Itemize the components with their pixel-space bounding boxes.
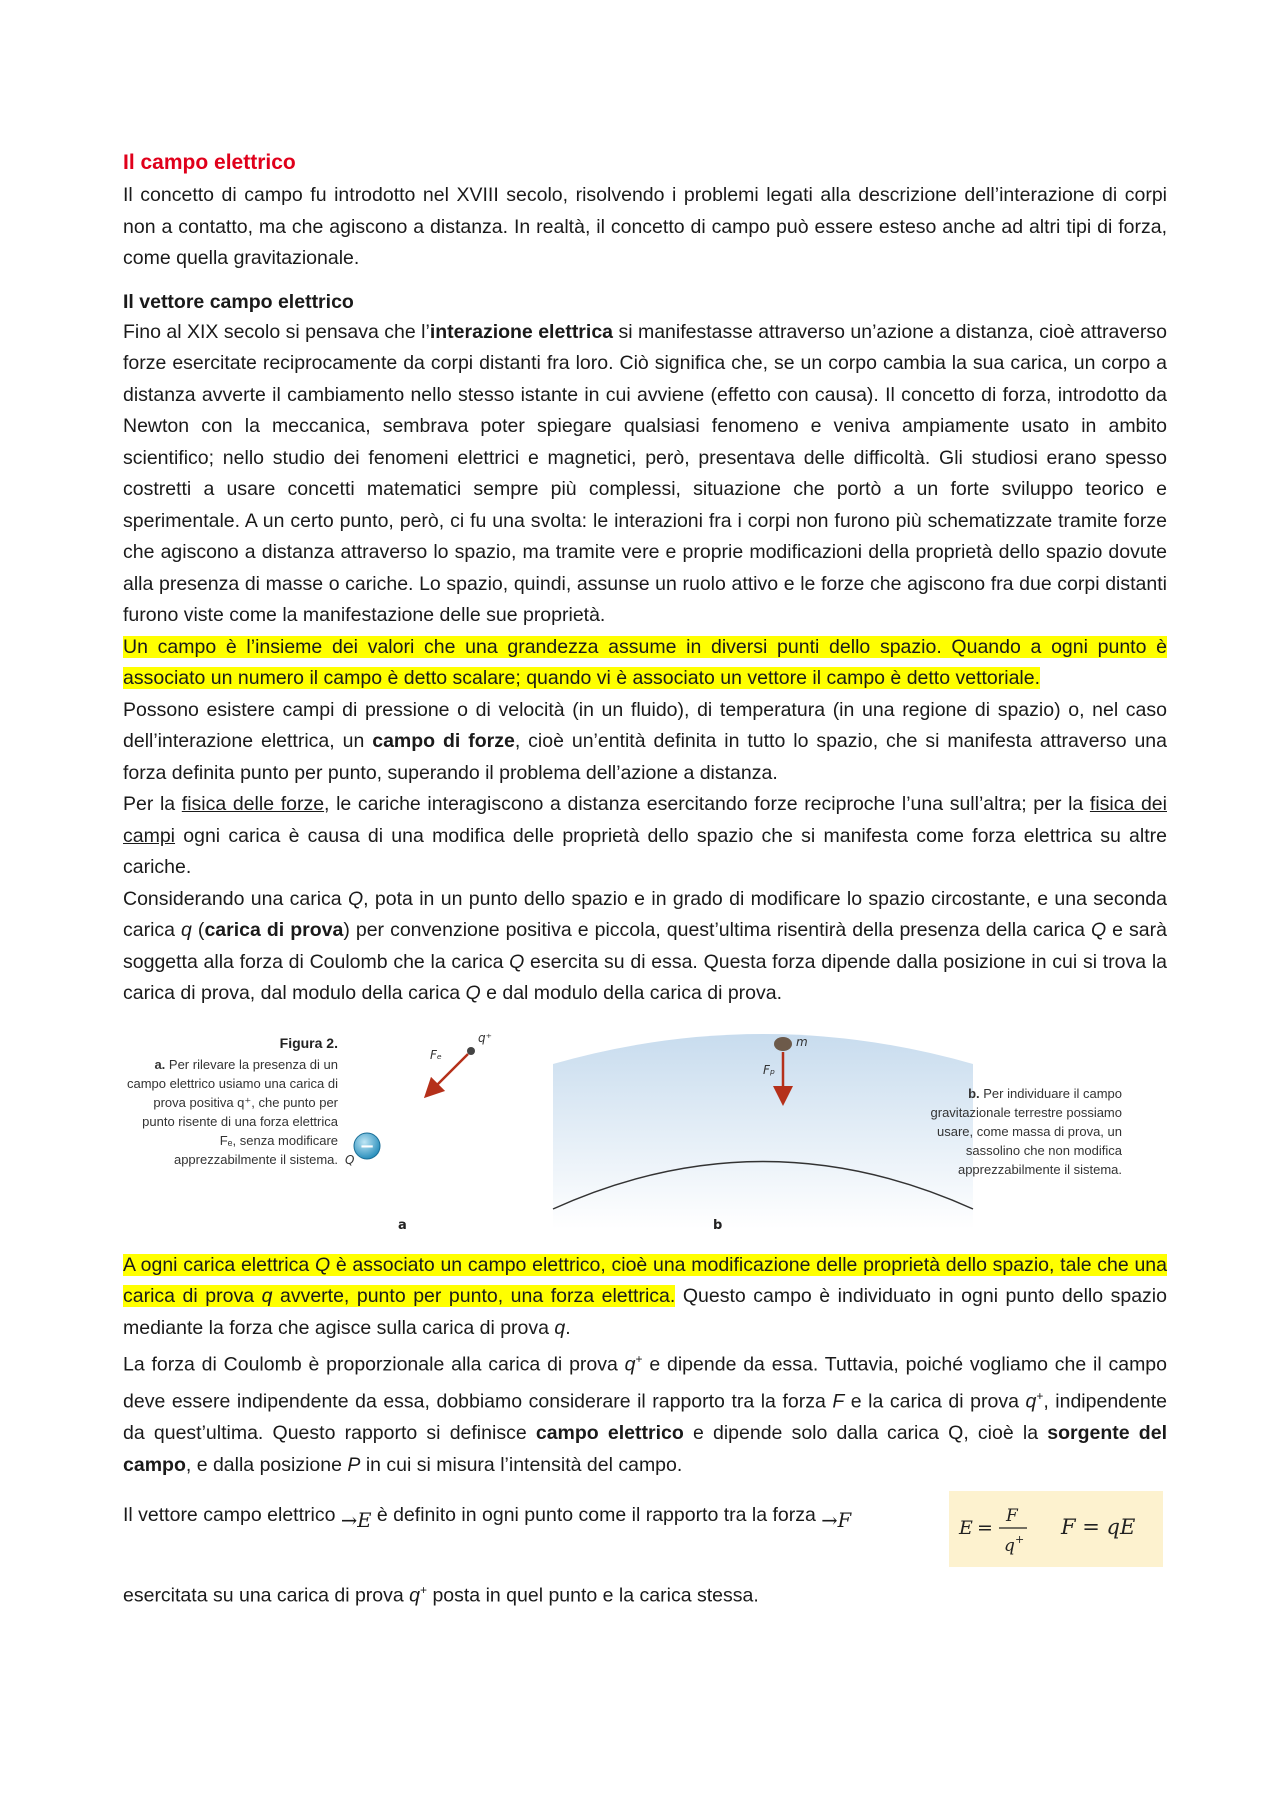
label-m: m bbox=[796, 1034, 808, 1049]
italic-symbol: F bbox=[832, 1390, 845, 1413]
underlined-text: fisica delle forze bbox=[181, 793, 325, 815]
test-charge bbox=[467, 1047, 475, 1055]
text-run: Per la bbox=[123, 793, 182, 815]
text-run: Fino al XIX secolo si pensava che l’ bbox=[123, 320, 430, 343]
text-run: e dipende solo dalla carica Q, cioè la bbox=[683, 1422, 1048, 1444]
vector-E-symbol: →E bbox=[340, 1509, 372, 1532]
figure-2 bbox=[123, 1024, 1167, 1244]
formula-eq: = bbox=[977, 1517, 993, 1539]
label-Fe: Fₑ bbox=[430, 1047, 442, 1062]
paragraph-7-line1 bbox=[123, 1499, 943, 1532]
text-run: e dal modulo della carica di prova. bbox=[480, 982, 783, 1004]
bold-text: carica di prova bbox=[204, 919, 344, 941]
italic-symbol: Q bbox=[1090, 919, 1107, 941]
caption-b-text: Per individuare il campo gravitazionale terrestre possiamo usare, come massa di prova, un sassolino che non modifica apprezzabilmente il sistema. bbox=[930, 1085, 1122, 1177]
italic-symbol: q bbox=[409, 1584, 421, 1607]
caption-b-letter: b. bbox=[968, 1085, 980, 1101]
paragraph-7-line2 bbox=[123, 1575, 1167, 1612]
text-run: Considerando una carica bbox=[123, 887, 348, 910]
label-Q: Q bbox=[345, 1152, 355, 1167]
text-run: esercita su di essa. Questa forza dipende dalla posizione in cui si trova la carica di prova, dal modulo della carica bbox=[123, 950, 1167, 1004]
bold-text: campo di forze bbox=[372, 730, 515, 752]
text-run: e dipende da essa. Tuttavia, poiché vogliamo che il campo deve essere indipendente da essa, dobbiamo considerare il rapporto tra la forza bbox=[123, 1353, 1167, 1413]
text-run: è definito in ogni punto come il rapporto tra la forza bbox=[371, 1504, 822, 1526]
superscript: + bbox=[635, 1352, 643, 1366]
formula-q-den: q bbox=[1004, 1536, 1015, 1556]
text-run: Il vettore campo elettrico bbox=[123, 1504, 341, 1526]
text-run: , indipendente da quest’ultima. Questo rapporto si definisce bbox=[123, 1390, 1167, 1444]
label-q-plus: q⁺ bbox=[478, 1030, 492, 1045]
formula-plus: + bbox=[1015, 1533, 1025, 1546]
underlined-text: fisica dei campi bbox=[123, 793, 1167, 847]
document-page bbox=[123, 150, 1167, 1612]
italic-symbol: q bbox=[554, 1316, 566, 1339]
text-run: avverte, punto per punto, una forza elettrica. bbox=[272, 1285, 676, 1307]
intro-paragraph: Il concetto di campo fu introdotto nel XVIII secolo, risolvendo i problemi legati alla descrizione dell’interazione di corpi non a contatto, ma che agiscono a distanza. In realtà, il concetto di campo può essere esteso anche ad altri tipi di forza, come quella gravitazionale. bbox=[123, 184, 1167, 269]
text-run: , e dalla posizione bbox=[185, 1453, 348, 1476]
italic-symbol: Q bbox=[348, 887, 364, 910]
text-run: ( bbox=[191, 919, 205, 941]
highlighted-text: Un campo è l’insieme dei valori che una grandezza assume in diversi punti dello spazio. Quando a ogni punto è associato un numero il campo è detto scalare; quando vi è associato un vettore il campo è detto vettoriale. bbox=[123, 635, 1167, 689]
panel-label-a: a bbox=[398, 1217, 407, 1233]
caption-a-letter: a. bbox=[154, 1056, 166, 1072]
text-run: ogni carica è causa di una modifica delle proprietà dello spazio che si manifesta come forza elettrica su altre cariche. bbox=[123, 824, 1167, 878]
formula-box bbox=[949, 1491, 1163, 1567]
caption-a-text: Per rilevare la presenza di un campo elettrico usiamo una carica di prova positiva q⁺, che punto per punto risente di una forza elettrica Fₑ, senza modificare apprezzabilmente il sistema. bbox=[127, 1056, 338, 1167]
panel-label-b: b bbox=[713, 1217, 723, 1233]
italic-symbol: q bbox=[1025, 1390, 1037, 1413]
document-title: Il campo elettrico bbox=[123, 151, 296, 174]
text-run: A ogni carica elettrica bbox=[123, 1253, 315, 1276]
text-run: ) per convenzione positiva e piccola, quest’ultima risentirà della presenza della carica bbox=[343, 919, 1091, 941]
paragraph-2 bbox=[123, 695, 1167, 790]
superscript: + bbox=[420, 1583, 428, 1597]
italic-symbol: P bbox=[347, 1453, 361, 1476]
bold-text: campo elettrico bbox=[535, 1422, 684, 1444]
formula-F-num: F bbox=[1006, 1506, 1018, 1526]
text-run: posta in quel punto e la carica stessa. bbox=[427, 1584, 759, 1607]
figure-label: Figura 2. bbox=[279, 1034, 338, 1051]
figure-caption-b bbox=[902, 1084, 1122, 1179]
text-run: , le cariche interagiscono a distanza esercitando forze reciproche l’una sull’altra; per la bbox=[324, 793, 1090, 815]
text-run: . bbox=[565, 1316, 571, 1339]
section-title: Il vettore campo elettrico bbox=[123, 290, 354, 313]
italic-symbol: q bbox=[624, 1353, 636, 1376]
italic-symbol: Q bbox=[465, 982, 481, 1004]
highlight-definition bbox=[123, 632, 1167, 695]
text-run: , pota in un punto dello spazio e in grado di modificare lo spazio circostante, e una seconda carica bbox=[123, 887, 1167, 941]
formula-rhs: F = qE bbox=[1061, 1515, 1136, 1539]
label-Fp: Fₚ bbox=[763, 1062, 776, 1077]
italic-symbol: q bbox=[261, 1285, 273, 1307]
formula-svg bbox=[949, 1491, 1163, 1567]
text-run: si manifestasse attraverso un’azione a distanza, cioè attraverso forze esercitate reciprocamente da corpi distanti fra loro. Ciò significa che, se un corpo cambia la sua carica, un corpo a distanza avverte il cambiamento nello stesso istante in cui avviene (effetto con causa). Il concetto di forza, introdotto da Newton con la meccanica, sembrava poter spiegare qualsiasi fenomeno e veniva ampiamente usato in ambito scientifico; nello studio dei fenomeni elettrici e magnetici, però, presentava delle difficoltà. Gli studiosi erano spesso costretti a usare concetti matematici sempre più complessi, situazione che portò a un forte sviluppo teorico e sperimentale. A un certo punto, però, ci fu una svolta: le interazioni fra i corpi non furono più schematizzate tramite forze che agiscono a distanza attraverso lo spazio, ma tramite vere e proprie modificazioni della proprietà dello spazio dovute alla presenza di masse o cariche. Lo spazio, quindi, assunse un ruolo attivo e le forze che agiscono fra due corpi distanti furono viste come la manifestazione delle sue proprietà. bbox=[123, 320, 1167, 626]
text-run: Questo campo è individuato in ogni punto dello spazio mediante la forza che agisce sulla carica di prova bbox=[123, 1285, 1167, 1339]
text-run: esercitata su una carica di prova bbox=[123, 1584, 410, 1607]
text-run: e sarà soggetta alla forza di Coulomb che la carica bbox=[123, 919, 1167, 973]
paragraph-5 bbox=[123, 1250, 1167, 1345]
bold-text: interazione elettrica bbox=[429, 320, 614, 343]
superscript: + bbox=[1036, 1389, 1044, 1403]
minus-sign: − bbox=[359, 1135, 375, 1157]
bold-text: sorgente del campo bbox=[123, 1422, 1167, 1476]
vector-E-letter: E bbox=[357, 1509, 372, 1532]
formula-E: E bbox=[959, 1517, 973, 1539]
paragraph-3 bbox=[123, 789, 1167, 884]
paragraph-1 bbox=[123, 317, 1167, 632]
text-run: e la carica di prova bbox=[844, 1390, 1026, 1413]
vector-F-symbol: →F bbox=[821, 1509, 852, 1532]
vector-F-letter: F bbox=[837, 1509, 852, 1532]
text-run: in cui si misura l’intensità del campo. bbox=[360, 1453, 683, 1476]
formula-row bbox=[123, 1491, 1167, 1569]
text-run: La forza di Coulomb è proporzionale alla carica di prova bbox=[123, 1353, 625, 1376]
paragraph-4 bbox=[123, 884, 1167, 1010]
italic-symbol: Q bbox=[314, 1253, 331, 1276]
italic-symbol: Q bbox=[509, 950, 525, 973]
italic-symbol: q bbox=[181, 919, 192, 941]
paragraph-6 bbox=[123, 1344, 1167, 1481]
text-run: è associato un campo elettrico, cioè una modificazione delle proprietà dello spazio, tale che una carica di prova bbox=[123, 1253, 1167, 1307]
text-run: Possono esistere campi di pressione o di velocità (in un fluido), di temperatura (in una regione di spazio) o, nel caso dell’interazione elettrica, un bbox=[123, 698, 1167, 752]
stone bbox=[774, 1037, 792, 1051]
text-run: , cioè un’entità definita in tutto lo spazio, che si manifesta attraverso una forza definita punto per punto, superando il problema dell’azione a distanza. bbox=[123, 730, 1167, 784]
